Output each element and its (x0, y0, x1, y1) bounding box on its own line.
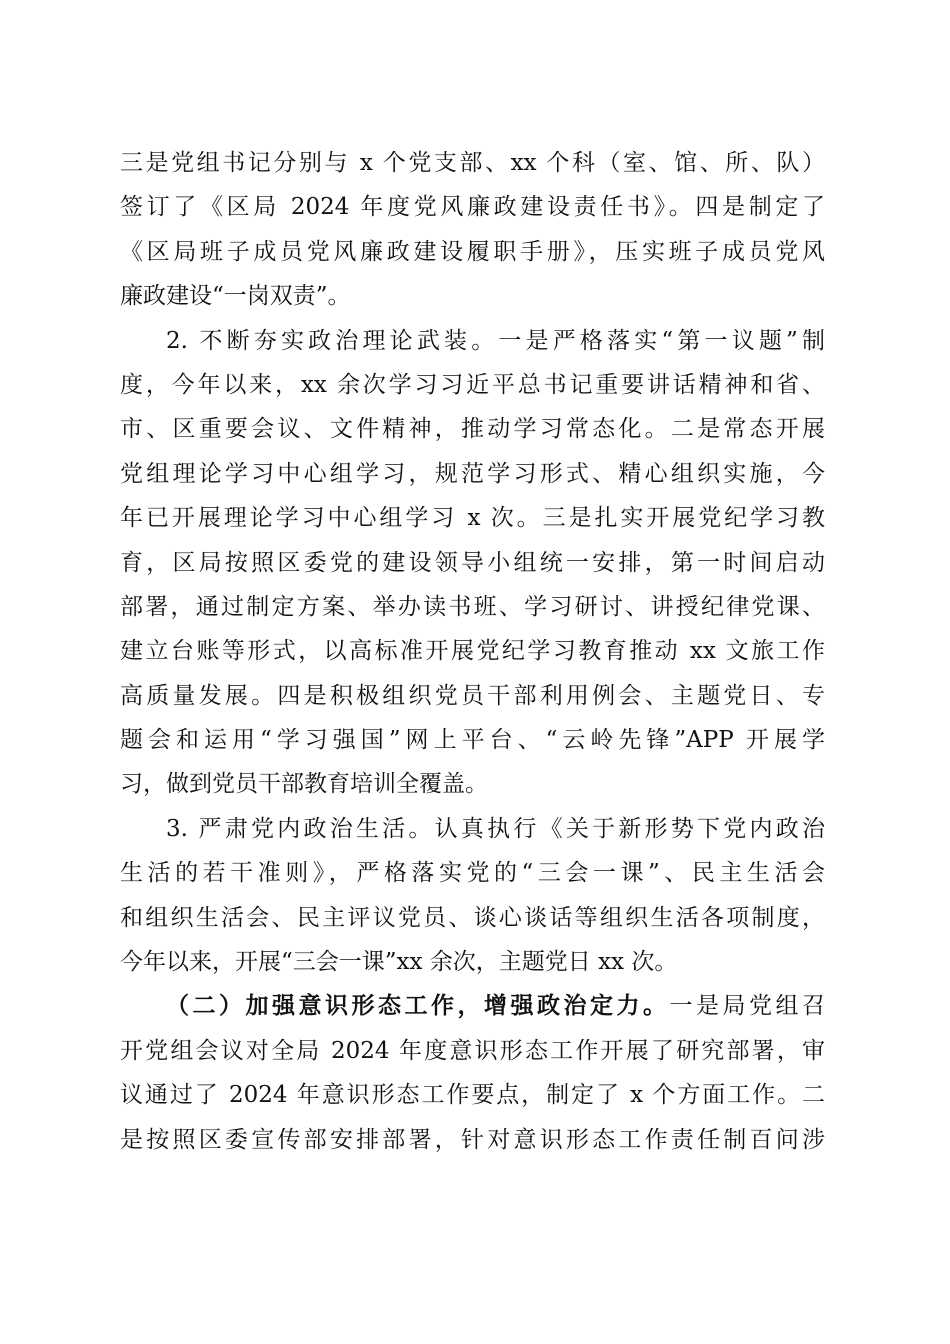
text-line: 度，今年以来，xx 余次学习习近平总书记重要讲话精神和省、 (120, 371, 825, 398)
text-line: （二）加强意识形态工作，增强政治定力。一是局党组召 (166, 992, 825, 1020)
text-line: 建立台账等形式，以高标准开展党纪学习教育推动 xx 文旅工作 (120, 638, 825, 665)
text-line: 三是党组书记分别与 x 个党支部、xx 个科（室、馆、所、队） (120, 150, 825, 176)
text-line: 今年以来，开展“三会一课”xx 余次，主题党日 xx 次。 (120, 949, 678, 976)
text-line: 3. 严肃党内政治生活。认真执行《关于新形势下党内政治 (166, 815, 825, 842)
paragraph-political-theory (120, 319, 825, 807)
text-line: 议通过了 2024 年意识形态工作要点，制定了 x 个方面工作。二 (120, 1082, 825, 1109)
text-line: 开党组会议对全局 2024 年度意识形态工作开展了研究部署，审 (120, 1037, 825, 1064)
paragraph-party-life (120, 807, 825, 985)
document-body (120, 141, 825, 1162)
text-line: 部署，通过制定方案、举办读书班、学习研讨、讲授纪律党课、 (120, 593, 825, 620)
text-line: 年已开展理论学习中心组学习 x 次。三是扎实开展党纪学习教 (120, 505, 825, 532)
text-line: 题会和运用“学习强国”网上平台、“云岭先锋”APP 开展学 (120, 727, 825, 754)
text-line: 2. 不断夯实政治理论武装。一是严格落实“第一议题”制 (166, 327, 825, 354)
paragraph-responsibility (120, 141, 825, 319)
text-line: 和组织生活会、民主评议党员、谈心谈话等组织生活各项制度， (120, 904, 825, 931)
text-line: 是按照区委宣传部安排部署，针对意识形态工作责任制百问涉 (120, 1126, 825, 1153)
paragraph-ideology-work (120, 984, 825, 1162)
text-line: 签订了《区局 2024 年度党风廉政建设责任书》。四是制定了 (120, 194, 825, 221)
text-line: 廉政建设“一岗双责”。 (120, 283, 351, 310)
text-line: 党组理论学习中心组学习，规范学习形式、精心组织实施，今 (120, 460, 825, 487)
text-line: 市、区重要会议、文件精神，推动学习常态化。二是常态开展 (120, 416, 825, 443)
text-line: 《区局班子成员党风廉政建设履职手册》，压实班子成员党风 (120, 238, 825, 265)
text-line: 生活的若干准则》，严格落实党的“三会一课”、民主生活会 (120, 860, 825, 887)
section-heading: （二）加强意识形态工作，增强政治定力。 (166, 992, 670, 1020)
text-line: 育，区局按照区委党的建设领导小组统一安排，第一时间启动 (120, 549, 825, 576)
text-line: 高质量发展。四是积极组织党员干部利用例会、主题党日、专 (120, 682, 825, 709)
text-line: 习，做到党员干部教育培训全覆盖。 (120, 771, 488, 798)
